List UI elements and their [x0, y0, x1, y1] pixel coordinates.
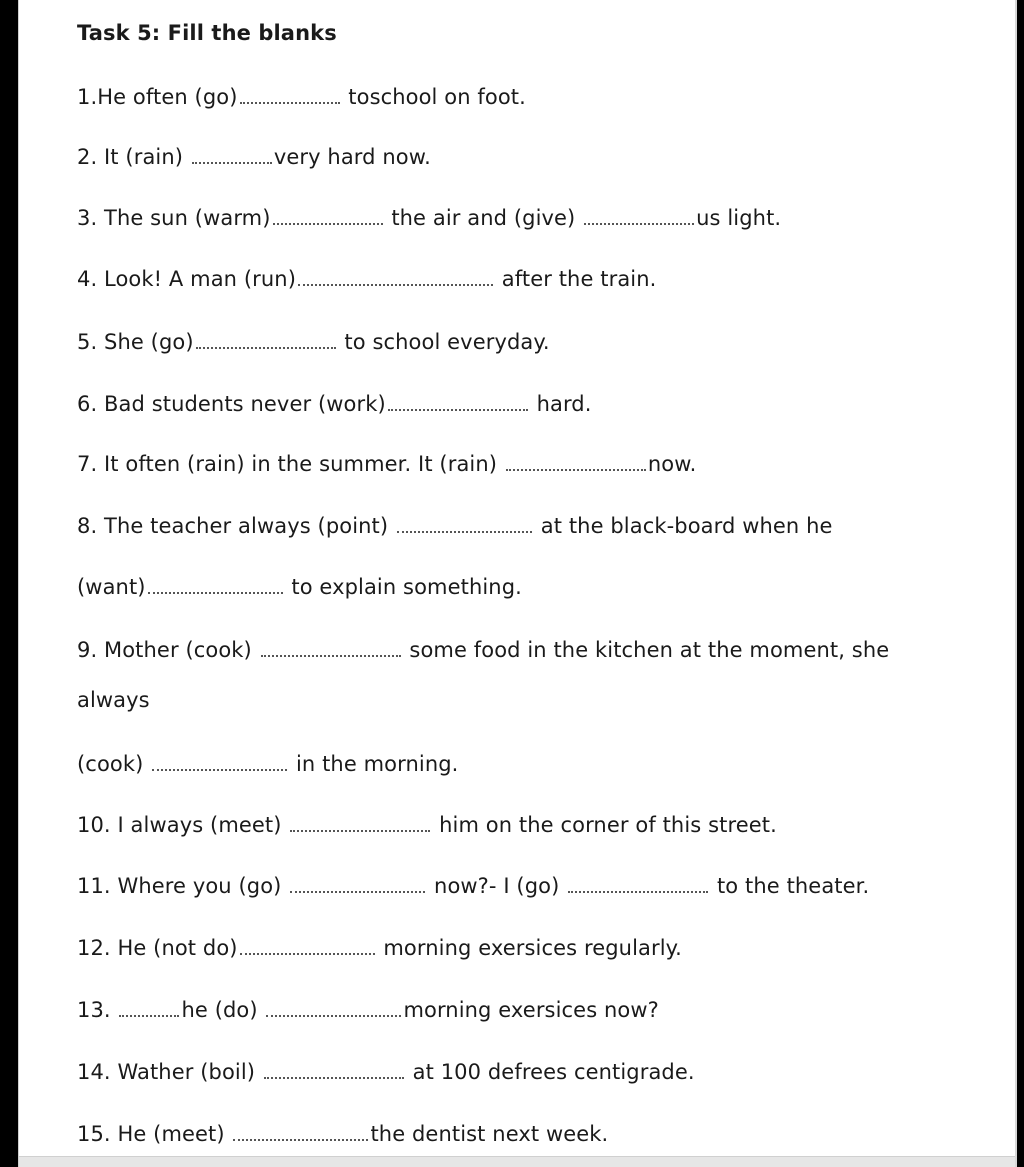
question-1: 1.He often (go) toschool on foot.	[77, 85, 526, 109]
answer-blank[interactable]	[397, 513, 532, 533]
answer-blank[interactable]	[196, 329, 336, 349]
answer-blank[interactable]	[240, 84, 340, 104]
answer-blank[interactable]	[192, 144, 272, 164]
question-10: 10. I always (meet) him on the corner of this street.	[77, 813, 777, 837]
answer-blank[interactable]	[261, 637, 401, 657]
question-4: 4. Look! A man (run) after the train.	[77, 267, 657, 291]
question-5: 5. She (go) to school everyday.	[77, 330, 550, 354]
question-15: 15. He (meet) the dentist next week.	[77, 1122, 609, 1146]
answer-blank[interactable]	[506, 451, 646, 471]
question-8-continued: (want) to explain something.	[77, 575, 522, 599]
answer-blank[interactable]	[266, 997, 401, 1017]
question-11: 11. Where you (go) now?- I (go) to the theater.	[77, 874, 870, 898]
worksheet-page	[18, 0, 1017, 1167]
worksheet-title: Task 5: Fill the blanks	[77, 21, 337, 45]
question-6: 6. Bad students never (work) hard.	[77, 392, 592, 416]
question-2: 2. It (rain) very hard now.	[77, 145, 431, 169]
question-8: 8. The teacher always (point) at the black-board when he	[77, 514, 833, 538]
answer-blank[interactable]	[273, 205, 383, 225]
answer-blank[interactable]	[152, 751, 287, 771]
question-9: 9. Mother (cook) some food in the kitchen at the moment, she	[77, 638, 890, 662]
answer-blank[interactable]	[388, 391, 528, 411]
question-7: 7. It often (rain) in the summer. It (rain) now.	[77, 452, 697, 476]
question-9-continued: always	[77, 688, 150, 712]
answer-blank[interactable]	[290, 873, 425, 893]
answer-blank[interactable]	[148, 574, 283, 594]
answer-blank[interactable]	[240, 935, 375, 955]
question-3: 3. The sun (warm) the air and (give) us light.	[77, 206, 782, 230]
answer-blank[interactable]	[233, 1121, 368, 1141]
question-13: 13. he (do) morning exersices now?	[77, 998, 659, 1022]
answer-blank[interactable]	[119, 997, 179, 1017]
question-9-cook: (cook) in the morning.	[77, 752, 459, 776]
answer-blank[interactable]	[568, 873, 708, 893]
answer-blank[interactable]	[264, 1059, 404, 1079]
answer-blank[interactable]	[290, 812, 430, 832]
page-bottom-edge	[19, 1156, 1015, 1167]
question-14: 14. Wather (boil) at 100 defrees centigrade.	[77, 1060, 695, 1084]
answer-blank[interactable]	[584, 205, 694, 225]
answer-blank[interactable]	[298, 266, 493, 286]
question-12: 12. He (not do) morning exersices regularly.	[77, 936, 682, 960]
